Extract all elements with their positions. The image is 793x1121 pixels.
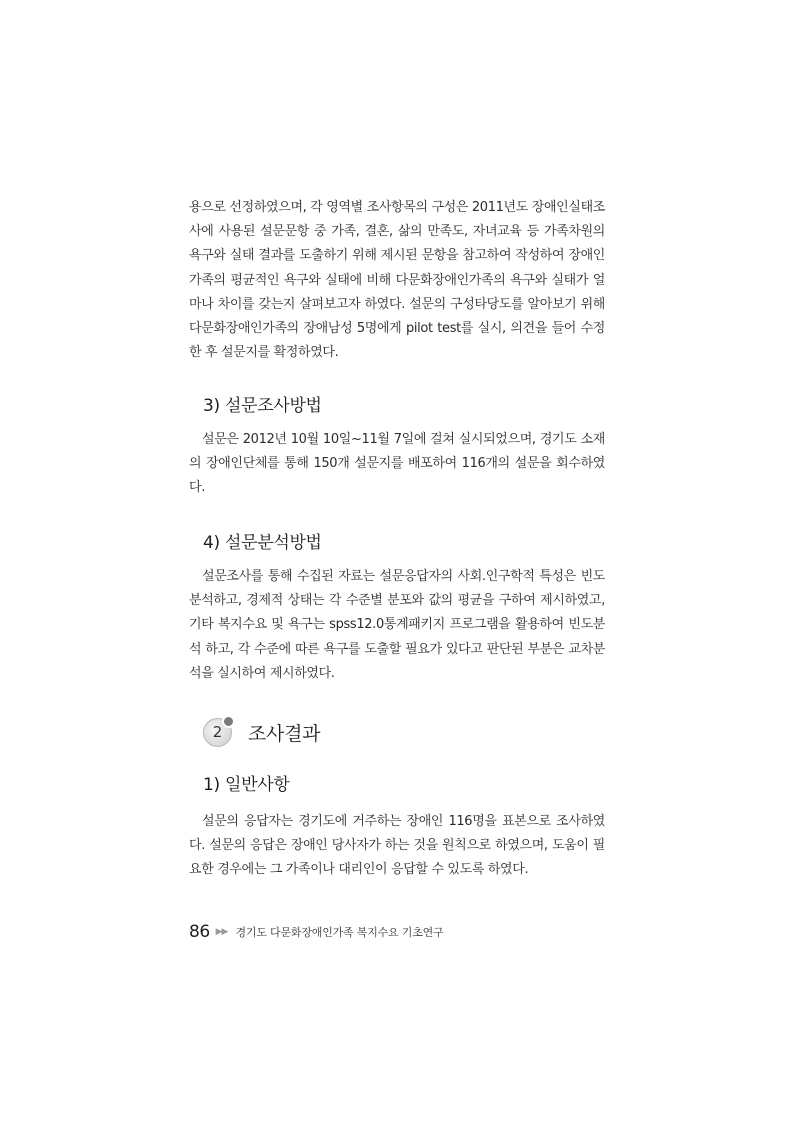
heading-analysis-method: 4) 설문분석방법	[203, 533, 322, 553]
double-arrow-icon: ▶▶	[215, 927, 228, 937]
section-title: 조사결과	[248, 722, 321, 745]
paragraph-analysis-method: 설문조사를 통해 수집된 자료는 설문응답자의 사회.인구학적 특성은 빈도분석하고, 경제적 상태는 각 수준별 분포와 값의 평균을 구하여 제시하였고, 기타 복지수요 및 욕구는 spss12.0통계패키지 프로그램을 활용하여 빈도분석 하고, 각 수준에 따른 욕구를 도출할 필요가 있다고 판단된 부분은 교차분석을 실시하여 제시하였다.	[189, 569, 605, 681]
paragraph-general: 설문의 응답자는 경기도에 거주하는 장애인 116명을 표본으로 조사하였다. 설문의 응답은 장애인 당사자가 하는 것을 원칙으로 하였으며, 도움이 필요한 경우에는 그 가족이나 대리인이 응답할 수 있도록 하였다.	[189, 814, 605, 878]
section-number-badge	[203, 718, 232, 747]
section-heading	[203, 715, 320, 749]
section-number: 2	[212, 723, 223, 741]
running-title: 경기도 다문화장애인가족 복지수요 기초연구	[235, 926, 444, 939]
badge-dot-icon	[222, 715, 235, 728]
heading-survey-method: 3) 설문조사방법	[203, 396, 322, 416]
page-number: 86	[189, 922, 210, 942]
paragraph-survey-items: 용으로 선정하였으며, 각 영역별 조사항목의 구성은 2011년도 장애인실태조사에 사용된 설문문항 중 가족, 결혼, 삶의 만족도, 자녀교육 등 가족차원의 욕구와 실태 결과를 도출하기 위해 제시된 문항을 참고하여 작성하여 장애인가족의 평균적인 욕구와 실태에 비해 다문화장애인가족의 욕구와 실태가 얼마나 차이를 갖는지 살펴보고자 하였다. 설문의 구성타당도를 알아보기 위해 다문화장애인가족의 장애남성 5명에게 pilot test를 실시, 의견을 들어 수정한 후 설문지를 확정하였다.	[189, 200, 605, 361]
page-footer	[189, 922, 443, 942]
heading-general: 1) 일반사항	[203, 775, 290, 795]
paragraph-survey-method: 설문은 2012년 10월 10일~11월 7일에 걸쳐 실시되었으며, 경기도 소재의 장애인단체를 통해 150개 설문지를 배포하여 116개의 설문을 회수하였다.	[189, 432, 605, 496]
